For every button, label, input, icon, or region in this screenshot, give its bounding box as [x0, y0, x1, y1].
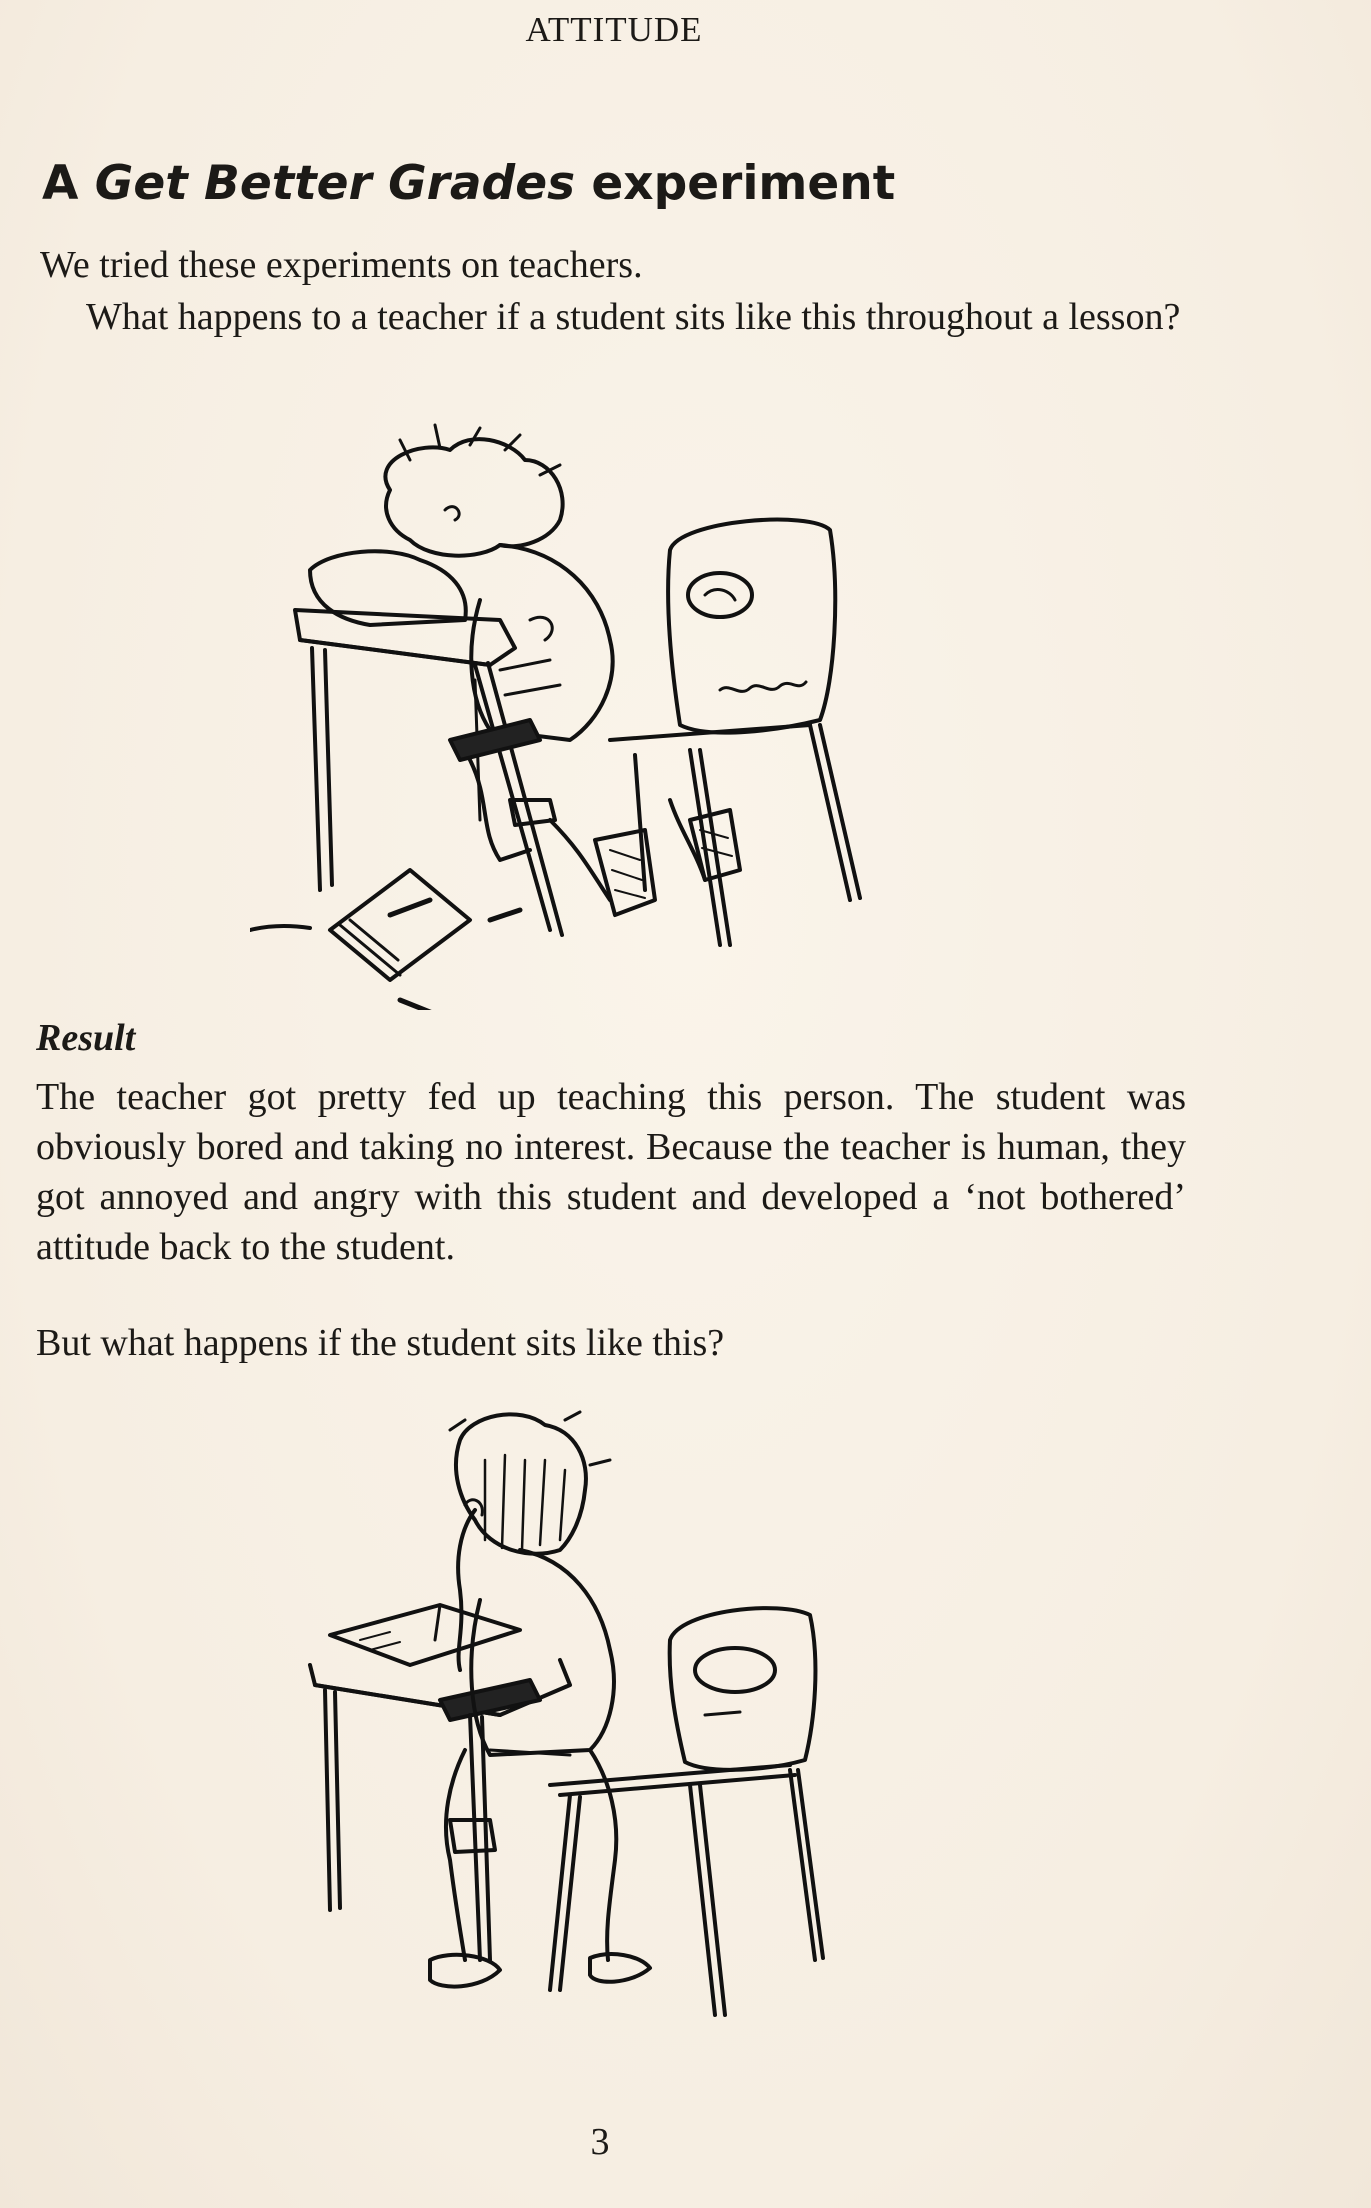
section-heading [42, 156, 895, 211]
result-paragraph: The teacher got pretty fed up teaching this person. The student was obviously bored and taking no interest. Because the teacher is human, they got annoyed and angry with this student and developed a ‘not bothered’ attitude back to the student. [36, 1076, 1186, 1268]
intro-paragraph: We tried these experiments on teachers. [40, 244, 643, 286]
heading-suffix: experiment [575, 156, 896, 211]
question-paragraph-1: What happens to a teacher if a student sits like this throughout a lesson? [86, 296, 1181, 338]
heading-italic: Get Better Grades [94, 156, 576, 211]
heading-prefix: A [42, 156, 95, 211]
question-paragraph-2: But what happens if the student sits like this? [36, 1322, 725, 1364]
running-head: ATTITUDE [525, 10, 703, 49]
attentive-student-illustration [290, 1400, 890, 2030]
slumped-student-illustration [250, 420, 930, 1010]
page-number: 3 [590, 2121, 610, 2163]
result-label: Result [36, 1017, 136, 1059]
